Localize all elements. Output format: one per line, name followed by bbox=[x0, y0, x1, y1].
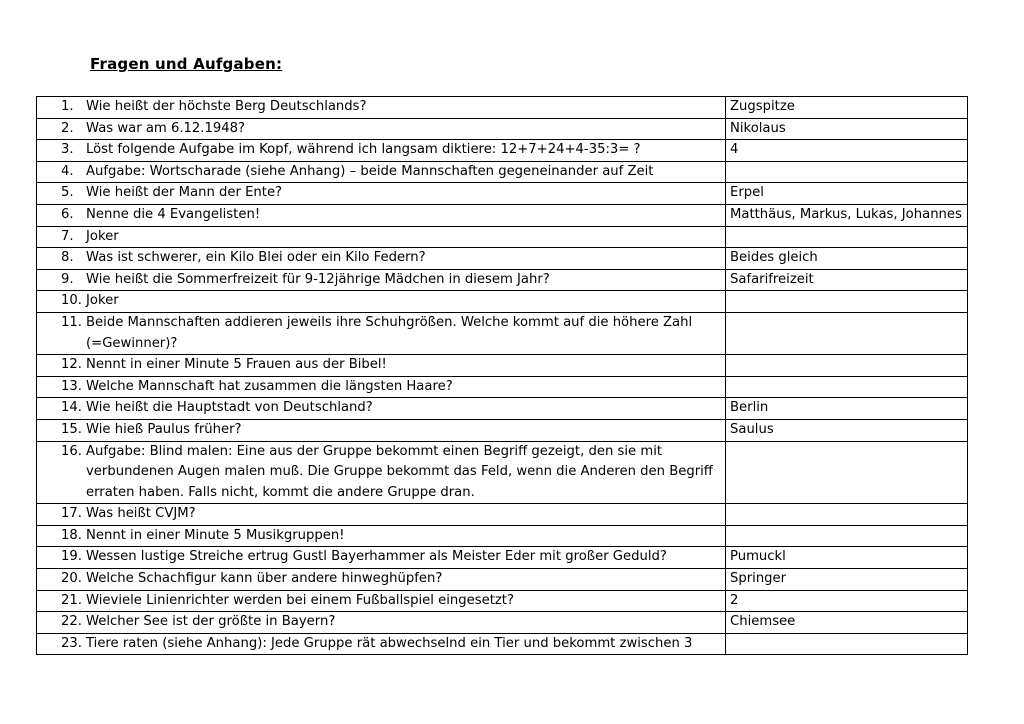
question-number: 8. bbox=[61, 250, 74, 266]
answer-cell bbox=[726, 441, 968, 504]
question-wrapper bbox=[41, 227, 721, 248]
question-wrapper bbox=[41, 205, 721, 226]
question-wrapper bbox=[41, 313, 721, 354]
question-wrapper bbox=[41, 547, 721, 568]
table-row bbox=[37, 204, 968, 226]
answer-cell bbox=[726, 633, 968, 655]
question-number: 16. bbox=[61, 443, 82, 459]
question-wrapper bbox=[41, 442, 721, 504]
answer-cell: Springer bbox=[726, 569, 968, 591]
question-number: 13. bbox=[61, 378, 82, 394]
question-text: Welcher See ist der größte in Bayern? bbox=[86, 614, 336, 630]
question-number: 5. bbox=[61, 185, 74, 201]
table-row bbox=[37, 97, 968, 119]
table-row bbox=[37, 441, 968, 504]
question-number: 6. bbox=[61, 206, 74, 222]
question-text: Was ist schwerer, ein Kilo Blei oder ein Kilo Federn? bbox=[86, 250, 426, 266]
question-text: Wie heißt der höchste Berg Deutschlands? bbox=[86, 99, 367, 114]
question-cell bbox=[37, 97, 726, 119]
question-wrapper bbox=[41, 119, 721, 140]
question-number: 23. bbox=[61, 635, 82, 651]
question-wrapper bbox=[41, 162, 721, 183]
question-text: Löst folgende Aufgabe im Kopf, während ich langsam diktiere: 12+7+24+4-35:3= ? bbox=[86, 142, 641, 158]
question-number: 11. bbox=[61, 314, 82, 330]
answer-cell: Matthäus, Markus, Lukas, Johannes bbox=[726, 204, 968, 226]
table-row bbox=[37, 248, 968, 270]
question-text: Wie heißt die Sommerfreizeit für 9-12jährige Mädchen in diesem Jahr? bbox=[86, 271, 550, 287]
question-number: 20. bbox=[61, 571, 82, 587]
page-title: Fragen und Aufgaben: bbox=[90, 55, 283, 73]
table-row bbox=[37, 633, 968, 655]
answer-cell bbox=[726, 525, 968, 547]
question-cell bbox=[37, 118, 726, 140]
question-number: 19. bbox=[61, 549, 82, 565]
question-cell bbox=[37, 419, 726, 441]
question-cell bbox=[37, 161, 726, 183]
answer-cell: Safarifreizeit bbox=[726, 269, 968, 291]
answer-cell: Nikolaus bbox=[726, 118, 968, 140]
question-wrapper bbox=[41, 140, 721, 161]
question-text: Wie hieß Paulus früher? bbox=[86, 421, 242, 437]
question-number: 4. bbox=[61, 163, 74, 179]
question-wrapper bbox=[41, 398, 721, 419]
question-wrapper bbox=[41, 526, 721, 547]
question-text: Nennt in einer Minute 5 Frauen aus der Bibel! bbox=[86, 357, 387, 373]
table-row bbox=[37, 590, 968, 612]
question-cell bbox=[37, 226, 726, 248]
answer-cell bbox=[726, 161, 968, 183]
question-wrapper bbox=[41, 420, 721, 441]
question-number: 21. bbox=[61, 592, 82, 608]
question-cell bbox=[37, 140, 726, 162]
table-row bbox=[37, 504, 968, 526]
table-row bbox=[37, 183, 968, 205]
question-wrapper bbox=[41, 248, 721, 269]
question-cell bbox=[37, 569, 726, 591]
question-wrapper bbox=[41, 591, 721, 612]
question-cell bbox=[37, 355, 726, 377]
question-text: Joker bbox=[86, 228, 119, 244]
question-number: 12. bbox=[61, 357, 82, 373]
answer-cell: Pumuckl bbox=[726, 547, 968, 569]
question-text: Beide Mannschaften addieren jeweils ihre Schuhgrößen. Welche kommt auf die höhere Zahl (=Gewinner)? bbox=[86, 314, 693, 351]
answer-cell bbox=[726, 226, 968, 248]
table-row bbox=[37, 547, 968, 569]
question-text: Wie heißt die Hauptstadt von Deutschland? bbox=[86, 400, 373, 416]
table-row bbox=[37, 419, 968, 441]
question-text: Joker bbox=[86, 293, 119, 309]
question-wrapper bbox=[41, 97, 721, 118]
table-row bbox=[37, 525, 968, 547]
question-number: 18. bbox=[61, 527, 82, 543]
table-row bbox=[37, 398, 968, 420]
question-text: Wie heißt der Mann der Ente? bbox=[86, 185, 283, 201]
answer-cell: Beides gleich bbox=[726, 248, 968, 270]
question-cell bbox=[37, 248, 726, 270]
question-number: 3. bbox=[61, 142, 74, 158]
table-row bbox=[37, 355, 968, 377]
question-wrapper bbox=[41, 355, 721, 376]
answer-cell bbox=[726, 355, 968, 377]
question-text: Aufgabe: Blind malen: Eine aus der Gruppe bekommt einen Begriff gezeigt, den sie mit verbundenen Augen malen muß. Die Gruppe bekommt das Feld, wenn die Anderen den Begriff erraten haben. Falls nicht, kommt die andere Gruppe dran. bbox=[86, 443, 713, 500]
question-text: Tiere raten (siehe Anhang): Jede Gruppe rät abwechselnd ein Tier und bekommt zwischen 3 bbox=[86, 635, 693, 651]
question-cell bbox=[37, 398, 726, 420]
question-cell bbox=[37, 441, 726, 504]
answer-cell: 2 bbox=[726, 590, 968, 612]
question-cell bbox=[37, 183, 726, 205]
answer-cell bbox=[726, 291, 968, 313]
table-row bbox=[37, 312, 968, 354]
question-cell bbox=[37, 376, 726, 398]
question-number: 14. bbox=[61, 400, 82, 416]
table-row bbox=[37, 612, 968, 634]
question-cell bbox=[37, 291, 726, 313]
answer-cell bbox=[726, 376, 968, 398]
answer-cell: Chiemsee bbox=[726, 612, 968, 634]
table-row bbox=[37, 161, 968, 183]
answer-cell: Saulus bbox=[726, 419, 968, 441]
table-row bbox=[37, 226, 968, 248]
question-cell bbox=[37, 612, 726, 634]
question-cell bbox=[37, 525, 726, 547]
question-wrapper bbox=[41, 504, 721, 525]
table-row bbox=[37, 569, 968, 591]
question-number: 7. bbox=[61, 228, 74, 244]
question-wrapper bbox=[41, 569, 721, 590]
question-cell bbox=[37, 204, 726, 226]
answer-cell: Berlin bbox=[726, 398, 968, 420]
question-cell bbox=[37, 590, 726, 612]
question-text: Nenne die 4 Evangelisten! bbox=[86, 206, 261, 222]
table-row bbox=[37, 140, 968, 162]
question-text: Aufgabe: Wortscharade (siehe Anhang) – beide Mannschaften gegeneinander auf Zeit bbox=[86, 163, 654, 179]
question-text: Nennt in einer Minute 5 Musikgruppen! bbox=[86, 527, 345, 543]
answer-cell: Zugspitze bbox=[726, 97, 968, 119]
table-row bbox=[37, 118, 968, 140]
question-wrapper bbox=[41, 634, 721, 655]
answer-cell bbox=[726, 312, 968, 354]
question-text: Was heißt CVJM? bbox=[86, 506, 196, 522]
question-wrapper bbox=[41, 183, 721, 204]
question-number: 22. bbox=[61, 614, 82, 630]
question-text: Welche Schachfigur kann über andere hinweghüpfen? bbox=[86, 571, 443, 587]
question-text: Was war am 6.12.1948? bbox=[86, 120, 246, 136]
questions-table bbox=[36, 96, 968, 655]
question-number: 1. bbox=[61, 99, 74, 114]
answer-cell: 4 bbox=[726, 140, 968, 162]
answer-cell bbox=[726, 504, 968, 526]
answer-cell: Erpel bbox=[726, 183, 968, 205]
question-number: 17. bbox=[61, 506, 82, 522]
question-number: 10. bbox=[61, 293, 82, 309]
question-cell bbox=[37, 547, 726, 569]
question-number: 2. bbox=[61, 120, 74, 136]
question-cell bbox=[37, 504, 726, 526]
table-row bbox=[37, 376, 968, 398]
question-cell bbox=[37, 269, 726, 291]
question-number: 15. bbox=[61, 421, 82, 437]
question-text: Welche Mannschaft hat zusammen die längsten Haare? bbox=[86, 378, 453, 394]
question-number: 9. bbox=[61, 271, 74, 287]
question-cell bbox=[37, 633, 726, 655]
table-row bbox=[37, 269, 968, 291]
questions-table-body bbox=[37, 97, 968, 655]
question-text: Wieviele Linienrichter werden bei einem Fußballspiel eingesetzt? bbox=[86, 592, 514, 608]
question-wrapper bbox=[41, 612, 721, 633]
question-wrapper bbox=[41, 377, 721, 398]
question-wrapper bbox=[41, 291, 721, 312]
table-row bbox=[37, 291, 968, 313]
question-text: Wessen lustige Streiche ertrug Gustl Bayerhammer als Meister Eder mit großer Geduld? bbox=[86, 549, 667, 565]
question-cell bbox=[37, 312, 726, 354]
question-wrapper bbox=[41, 270, 721, 291]
